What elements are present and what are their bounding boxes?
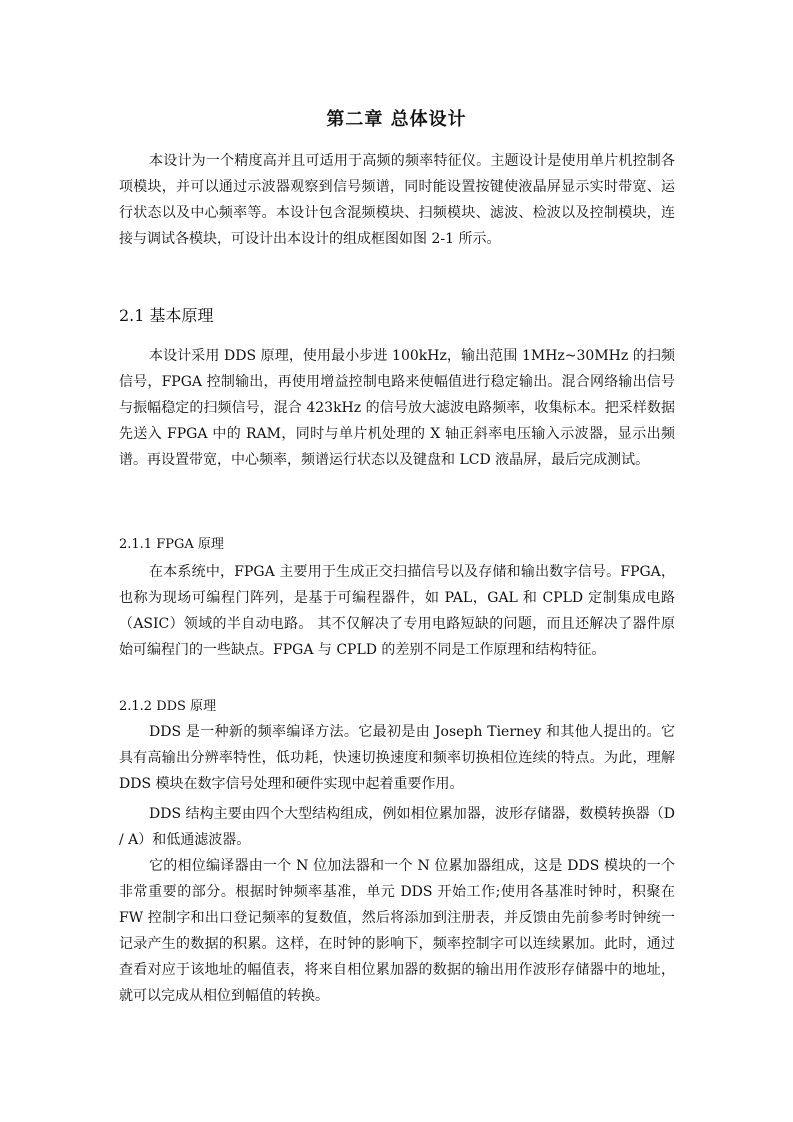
section-2-1-paragraph: 本设计采用 DDS 原理，使用最小步进 100kHz，输出范围 1MHz~30MHz 的扫频信号，FPGA 控制输出，再使用增益控制电路来使幅值进行稳定输出。混合网络输出信号与振幅稳定的扫频信号，混合 423kHz 的信号放大滤波电路频率，收集标本。把采样数据先送入 FPGA 中的 RAM，同时与单片机处理的 X 轴正斜率电压输入示波器，显示出频谱。再设置带宽，中心频率，频谱运行状态以及键盘和 LCD 液晶屏，最后完成测试。 bbox=[119, 348, 675, 468]
section-2-1-2-paragraph-3: 它的相位编译器由一个 N 位加法器和一个 N 位累加器组成，这是 DDS 模块的一个非常重要的部分。根据时钟频率基准，单元 DDS 开始工作;使用各基准时钟时，积聚在 FW 控制字和出口登记频率的复数值，然后将添加到注册表，并反馈由先前参考时钟统一记录产生的数据的积累。这样，在时钟的影响下，频率控制字可以连续累加。此时，通过查看对应于该地址的幅值表，将来自相位累加器的数据的输出用作波形存储器中的地址，就可以完成从相位到幅值的转换。 bbox=[119, 858, 675, 1004]
section-2-1-2-title: 2.1.2 DDS 原理 bbox=[119, 699, 217, 714]
section-2-1-1-title: 2.1.1 FPGA 原理 bbox=[119, 537, 224, 552]
intro-paragraph: 本设计为一个精度高并且可适用于高频的频率特征仪。主题设计是使用单片机控制各项模块，并可以通过示波器观察到信号频谱，同时能设置按键使液晶屏显示实时带宽、运行状态以及中心频率等。本设计包含混频模块、扫频模块、滤波、检波以及控制模块，连接与调试各模块，可设计出本设计的组成框图如图 2-1 所示。 bbox=[119, 153, 675, 247]
section-2-1-1-paragraph: 在本系统中，FPGA 主要用于生成正交扫描信号以及存储和输出数字信号。FPGA，也称为现场可编程门阵列，是基于可编程器件，如 PAL，GAL 和 CPLD 定制集成电路（ASIC）领域的半自动电路。 其不仅解决了专用电路短缺的问题，而且还解决了器件原始可编程门的一些缺点。FPGA 与 CPLD 的差别不同是工作原理和结构特征。 bbox=[119, 564, 675, 658]
section-2-1-title: 2.1 基本原理 bbox=[119, 306, 214, 325]
section-2-1-2-paragraph-2: DDS 结构主要由四个大型结构组成，例如相位累加器，波形存储器，数模转换器（D / A）和低通滤波器。 bbox=[119, 806, 675, 848]
section-2-1-2-paragraph-1: DDS 是一种新的频率编译方法。它最初是由 Joseph Tierney 和其他人提出的。它具有高输出分辨率特性，低功耗，快速切换速度和频率切换相位连续的特点。为此，理解 DDS 模块在数字信号处理和硬件实现中起着重要作用。 bbox=[119, 724, 675, 792]
chapter-title: 第二章 总体设计 bbox=[326, 109, 467, 130]
